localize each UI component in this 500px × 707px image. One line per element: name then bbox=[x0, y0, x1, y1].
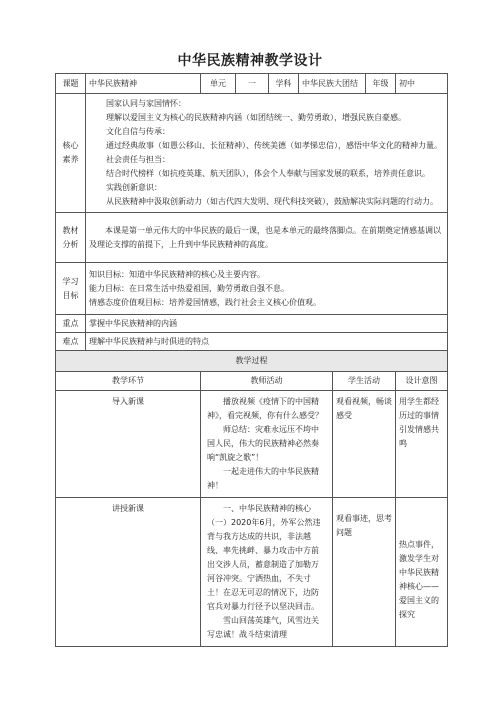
process-header-row bbox=[56, 351, 448, 372]
intro-teacher-line: 播放视频《疫情下的中国精神》，看完视频，你有什么感受？ bbox=[207, 397, 323, 420]
process-columns-row bbox=[56, 372, 448, 391]
core-line: 实践创新意识： bbox=[106, 183, 162, 192]
difficulty-row bbox=[56, 333, 448, 351]
core-line: 国家认同与家国情怀： bbox=[106, 99, 186, 108]
subject-label: 学科 bbox=[269, 74, 299, 94]
goals-row bbox=[56, 263, 448, 315]
goal-line: 能力目标：在日常生活中热爱祖国，勤劳勇敢自强不息。 bbox=[89, 283, 289, 293]
document-title: 中华民族精神教学设计 bbox=[177, 53, 323, 69]
core-line: 文化自信与传承： bbox=[106, 127, 170, 136]
lesson-student: 观看事迹，思考问题 bbox=[333, 498, 396, 647]
subject-value: 中华民族大团结 bbox=[299, 74, 366, 94]
core-label: 核心素养 bbox=[56, 94, 86, 213]
unit-value: 一 bbox=[236, 74, 269, 94]
key-text: 掌握中华民族精神的内涵 bbox=[86, 315, 448, 333]
core-line: 理解以爱国主义为核心的民族精神内涵（如团结统一、勤劳勇敢），增强民族自豪感。 bbox=[106, 113, 406, 122]
core-content bbox=[86, 94, 448, 213]
analysis-row bbox=[56, 213, 448, 263]
lesson-teacher-line: 雪山回荡英雄气，风雪边关写忠诚！战斗结束清理 bbox=[207, 616, 319, 639]
goals-label: 学习目标 bbox=[56, 263, 86, 315]
intro-stage: 导入新课 bbox=[56, 391, 201, 498]
core-line: 结合时代榜样（如抗疫英雄、航天团队），体会个人奉献与国家发展的联系，培养责任意识。 bbox=[106, 169, 430, 178]
intro-row bbox=[56, 391, 448, 498]
goal-line: 情感态度价值观目标：培养爱国情感，践行社会主义核心价值观。 bbox=[89, 297, 321, 307]
lesson-teacher bbox=[201, 498, 333, 647]
lesson-stage: 讲授新课 bbox=[56, 498, 201, 647]
column-purpose: 设计意图 bbox=[396, 372, 448, 391]
column-student: 学生活动 bbox=[333, 372, 396, 391]
core-literacy-row bbox=[56, 94, 448, 213]
intro-student: 观看视频，畅谈感受 bbox=[333, 391, 396, 498]
lesson-teacher-line: 一、中华民族精神的核心 bbox=[223, 504, 311, 513]
column-stage: 教学环节 bbox=[56, 372, 201, 391]
intro-teacher-line: 师总结：灾难永远压不垮中国人民，伟大的民族精神必然奏响“凯旋之歌”！ bbox=[207, 425, 319, 462]
key-point-row bbox=[56, 315, 448, 333]
lesson-plan-table bbox=[55, 73, 448, 647]
lesson-purpose: 热点事件，激发学生对中华民族精神核心——爱国主义的探究 bbox=[396, 498, 448, 647]
core-line: 社会责任与担当： bbox=[106, 155, 170, 164]
info-row bbox=[56, 74, 448, 94]
process-header: 教学过程 bbox=[56, 351, 448, 372]
lesson-teacher-line: （一）2020年6月，外军公然违背与我方达成的共识，非法越线、率先挑衅、暴力攻击中方前出交涉人员，蓄意制造了加勒万河谷冲突。宁洒热血，不失寸土！在忍无可忍的情况下，边防官兵对暴力行径予以坚决回击。 bbox=[207, 518, 321, 611]
analysis-label: 教材分析 bbox=[56, 213, 86, 263]
goal-line: 知识目标：知道中华民族精神的核心及主要内容。 bbox=[89, 269, 265, 279]
grade-label: 年级 bbox=[366, 74, 396, 94]
column-teacher: 教师活动 bbox=[201, 372, 333, 391]
lesson-label: 课题 bbox=[56, 74, 86, 94]
lesson-row bbox=[56, 498, 448, 647]
intro-teacher-line: 一起走进伟大的中华民族精神！ bbox=[207, 467, 319, 490]
core-line: 从民族精神中汲取创新动力（如古代四大发明、现代科技突破），鼓励解决实际问题的行动力。 bbox=[106, 197, 438, 206]
grade-value: 初中 bbox=[396, 74, 448, 94]
goals-content bbox=[86, 263, 448, 315]
unit-label: 单元 bbox=[201, 74, 236, 94]
key-label: 重点 bbox=[56, 315, 86, 333]
core-line: 通过经典故事（如愚公移山、长征精神）、传统美德（如孝悌忠信），感悟中华文化的精神力量。 bbox=[106, 141, 442, 150]
lesson-value: 中华民族精神 bbox=[86, 74, 201, 94]
difficulty-label: 难点 bbox=[56, 333, 86, 351]
difficulty-text: 理解中华民族精神与时俱进的特点 bbox=[86, 333, 448, 351]
intro-teacher bbox=[201, 391, 333, 498]
intro-purpose: 用学生都经历过的事情引发情感共鸣 bbox=[396, 391, 448, 498]
analysis-text: 本课是第一单元伟大的中华民族的最后一课，也是本单元的最终落脚点。在前期奠定情感基调以及理论支撑的前提下，上升到中华民族精神的高度。 bbox=[86, 213, 448, 263]
